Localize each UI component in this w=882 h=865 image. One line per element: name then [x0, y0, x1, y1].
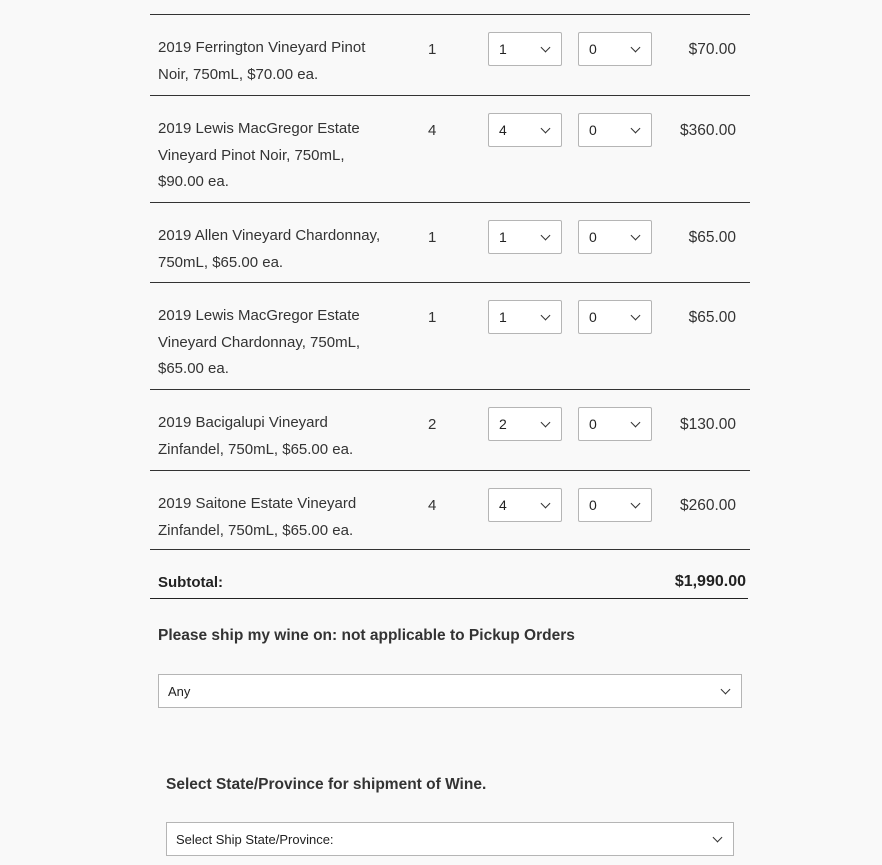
ordered-quantity: 1: [428, 229, 437, 246]
quantity-select-value: 2: [499, 416, 507, 432]
ordered-quantity: 1: [428, 309, 437, 326]
ship-date-heading: Please ship my wine on: not applicable to Pickup Orders: [158, 627, 575, 644]
product-name: 2019 Saitone Estate Vineyard Zinfandel, 750mL, $65.00 ea.: [158, 495, 357, 539]
product-name: 2019 Ferrington Vineyard Pinot Noir, 750mL, $70.00 ea.: [158, 39, 366, 83]
product-name: 2019 Lewis MacGregor Estate Vineyard Pinot Noir, 750mL, $90.00 ea.: [158, 120, 360, 190]
quantity-select-value: 1: [499, 41, 507, 57]
extra-quantity-select-value: 0: [589, 122, 597, 138]
extra-quantity-select[interactable]: [578, 220, 652, 254]
ship-date-select[interactable]: [158, 674, 742, 708]
extra-quantity-select[interactable]: [578, 300, 652, 334]
ordered-quantity: 2: [428, 416, 437, 433]
extra-quantity-select[interactable]: [578, 113, 652, 147]
quantity-select-value: 1: [499, 229, 507, 245]
ordered-quantity: 4: [428, 122, 437, 139]
line-price: $260.00: [679, 497, 736, 514]
quantity-select[interactable]: [488, 407, 562, 441]
quantity-select[interactable]: [488, 32, 562, 66]
chevron-down-icon: [541, 499, 551, 509]
quantity-select-value: 4: [499, 122, 507, 138]
extra-quantity-select[interactable]: [578, 407, 652, 441]
quantity-select[interactable]: [488, 113, 562, 147]
ship-state-select[interactable]: [166, 822, 734, 856]
product-name: 2019 Bacigalupi Vineyard Zinfandel, 750mL, $65.00 ea.: [158, 414, 354, 458]
extra-quantity-select-value: 0: [589, 416, 597, 432]
chevron-down-icon: [631, 499, 641, 509]
extra-quantity-select-value: 0: [589, 309, 597, 325]
chevron-down-icon: [541, 231, 551, 241]
cart-row: [150, 283, 750, 390]
ordered-quantity: 1: [428, 41, 437, 58]
chevron-down-icon: [541, 43, 551, 53]
cart-row: [150, 203, 750, 283]
chevron-down-icon: [631, 43, 641, 53]
ordered-quantity: 4: [428, 497, 437, 514]
chevron-down-icon: [631, 418, 641, 428]
line-price: $70.00: [688, 41, 736, 58]
quantity-select[interactable]: [488, 300, 562, 334]
cart-row: [150, 15, 750, 96]
extra-quantity-select-value: 0: [589, 229, 597, 245]
subtotal-row: [150, 550, 748, 599]
chevron-down-icon: [631, 231, 641, 241]
subtotal-label: Subtotal:: [158, 574, 223, 591]
quantity-select-value: 1: [499, 309, 507, 325]
product-name: 2019 Allen Vineyard Chardonnay, 750mL, $65.00 ea.: [158, 227, 381, 271]
extra-quantity-select-value: 0: [589, 497, 597, 513]
line-price: $65.00: [688, 229, 736, 246]
quantity-select-value: 4: [499, 497, 507, 513]
extra-quantity-select[interactable]: [578, 488, 652, 522]
line-price: $130.00: [679, 416, 736, 433]
chevron-down-icon: [713, 833, 723, 843]
ship-date-select-value: Any: [168, 684, 191, 699]
cart-row: [150, 390, 750, 471]
subtotal-amount: $1,990.00: [674, 573, 746, 590]
cart-row: [150, 471, 750, 550]
extra-quantity-select[interactable]: [578, 32, 652, 66]
chevron-down-icon: [541, 124, 551, 134]
quantity-select[interactable]: [488, 488, 562, 522]
chevron-down-icon: [631, 124, 641, 134]
ship-state-select-value: Select Ship State/Province:: [176, 832, 334, 847]
quantity-select[interactable]: [488, 220, 562, 254]
chevron-down-icon: [721, 685, 731, 695]
chevron-down-icon: [631, 311, 641, 321]
chevron-down-icon: [541, 311, 551, 321]
product-name: 2019 Lewis MacGregor Estate Vineyard Chardonnay, 750mL, $65.00 ea.: [158, 307, 361, 377]
line-price: $65.00: [688, 309, 736, 326]
cart-row: [150, 96, 750, 203]
extra-quantity-select-value: 0: [589, 41, 597, 57]
ship-state-heading: Select State/Province for shipment of Wine.: [166, 776, 487, 793]
chevron-down-icon: [541, 418, 551, 428]
line-price: $360.00: [679, 122, 736, 139]
